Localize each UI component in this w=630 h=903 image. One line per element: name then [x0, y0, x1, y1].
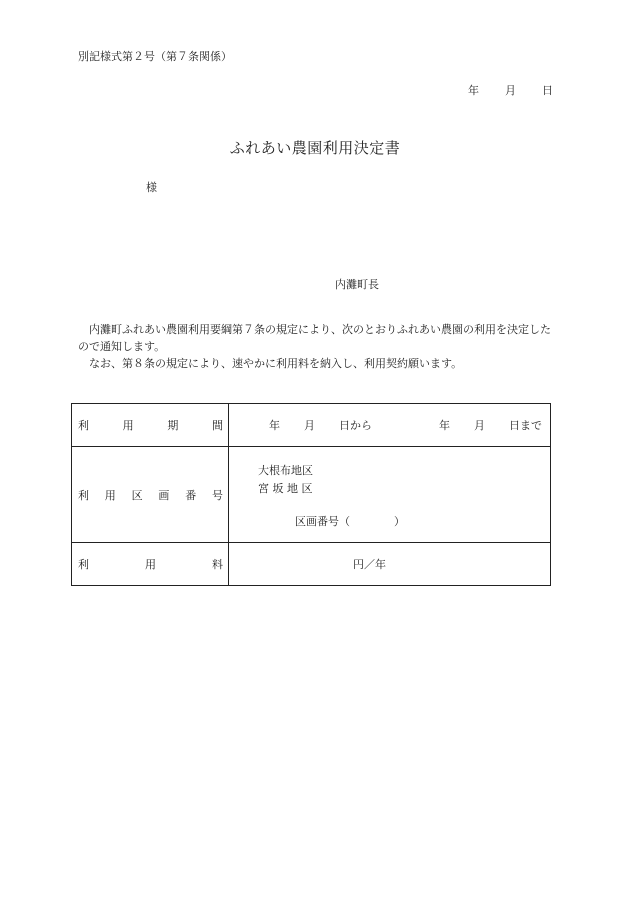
date-year: 年 — [468, 84, 479, 97]
fee-label — [72, 543, 229, 586]
fee-unit: 円／年 — [353, 558, 386, 571]
body-text — [78, 321, 558, 372]
start-month: 月 — [304, 419, 315, 432]
info-table — [71, 403, 551, 586]
table-row-period — [72, 404, 551, 447]
end-day-suffix: 日まで — [509, 419, 542, 432]
recipient-suffix: 様 — [146, 181, 157, 194]
period-label — [72, 404, 229, 447]
end-month: 月 — [474, 419, 485, 432]
plot-number — [295, 513, 405, 529]
plot-label-char: 利 — [78, 488, 89, 502]
date-day: 日 — [542, 84, 553, 97]
date-line — [468, 82, 553, 98]
plot-value[interactable] — [229, 447, 551, 543]
date-month: 月 — [505, 84, 516, 97]
period-label-char: 利 — [78, 419, 89, 432]
plot-label-char: 画 — [158, 488, 170, 502]
table-row-fee — [72, 543, 551, 586]
form-number: 別記様式第２号（第７条関係） — [78, 50, 232, 63]
end-year: 年 — [439, 419, 450, 432]
period-start — [269, 417, 372, 433]
body-paragraph-2: なお、第８条の規定により、速やかに利用料を納入し、利用契約願います。 — [89, 357, 463, 370]
plot-area-1: 大根布地区 — [258, 464, 313, 477]
plot-label-char: 号 — [211, 488, 223, 502]
plot-label-char: 区 — [131, 488, 143, 502]
plot-number-label: 区画番号（ — [295, 515, 350, 528]
start-year: 年 — [269, 419, 280, 432]
period-label-char: 用 — [122, 419, 134, 432]
plot-area-2: 宮 坂 地 区 — [258, 482, 313, 495]
issuer-name: 内灘町長 — [335, 278, 379, 291]
table-row-plot — [72, 447, 551, 543]
document-title: ふれあい農園利用決定書 — [229, 139, 401, 157]
plot-label-char: 用 — [104, 488, 116, 502]
start-day-suffix: 日から — [339, 419, 372, 432]
plot-label — [72, 447, 229, 543]
period-label-char: 期 — [167, 419, 179, 432]
fee-value[interactable] — [229, 543, 551, 586]
period-label-char: 間 — [211, 419, 223, 432]
fee-label-char: 利 — [78, 558, 89, 571]
fee-label-char: 用 — [145, 558, 156, 571]
plot-label-char: 番 — [185, 488, 197, 502]
body-paragraph-1: 内灘町ふれあい農園利用要綱第７条の規定により、次のとおりふれあい農園の利用を決定したので通知します。 — [78, 323, 551, 353]
period-value[interactable] — [229, 404, 551, 447]
period-end — [439, 417, 542, 433]
plot-number-close: ） — [394, 515, 405, 528]
fee-label-char: 料 — [212, 558, 223, 571]
